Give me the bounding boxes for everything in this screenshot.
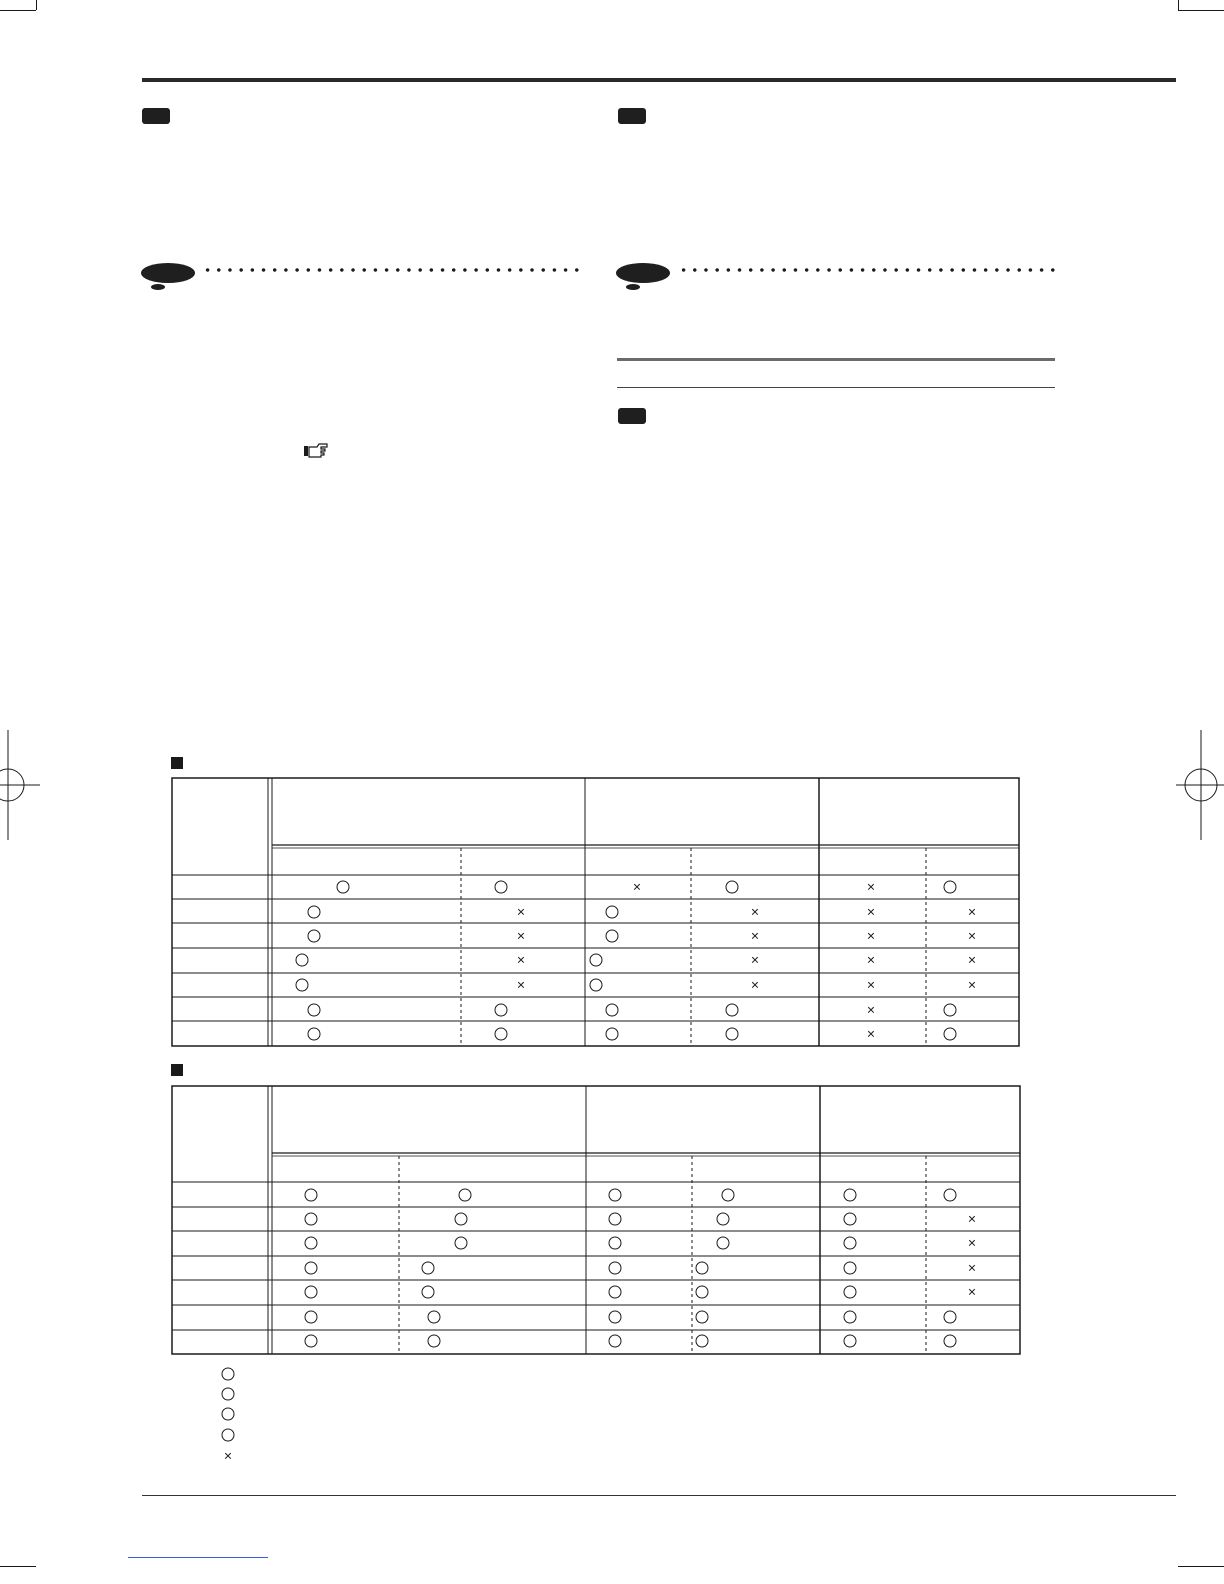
- table1-cell-cross-icon: ×: [750, 976, 760, 993]
- table2-cell-circle-icon: [428, 1311, 441, 1324]
- table1-cell-cross-icon: ×: [866, 903, 876, 920]
- crop-mark-bottom-right: [1178, 1566, 1224, 1567]
- table2-cell-circle-icon: [944, 1189, 957, 1202]
- table2-cell-circle-icon: [944, 1311, 957, 1324]
- table1-cell-circle-icon: [296, 979, 309, 992]
- table2-cell-circle-icon: [844, 1262, 857, 1275]
- table1-cell-cross-icon: ×: [866, 976, 876, 993]
- table1-cell-cross-icon: ×: [866, 1001, 876, 1018]
- table1-cell-circle-icon: [590, 954, 603, 967]
- table2-cell-circle-icon: [609, 1237, 622, 1250]
- table2-cell-circle-icon: [844, 1311, 857, 1324]
- table2-cell-circle-icon: [305, 1237, 318, 1250]
- footer-rule: [142, 1495, 1176, 1496]
- table1-cell-circle-icon: [495, 881, 508, 894]
- table2-cell-circle-icon: [844, 1286, 857, 1299]
- table1-cell-circle-icon: [606, 906, 619, 919]
- table1-cell-circle-icon: [296, 954, 309, 967]
- section-rule-lower: [617, 387, 1055, 388]
- table2-cell-circle-icon: [459, 1189, 472, 1202]
- table2-cell-circle-icon: [305, 1262, 318, 1275]
- table2-cell-cross-icon: ×: [967, 1283, 977, 1300]
- table2-cell-circle-icon: [305, 1335, 318, 1348]
- crop-mark-top-right-v: [1178, 0, 1179, 10]
- table1-cell-cross-icon: ×: [866, 927, 876, 944]
- table1-cell-circle-icon: [726, 1028, 739, 1041]
- table1-cell-circle-icon: [590, 979, 603, 992]
- table2-cell-circle-icon: [428, 1335, 441, 1348]
- table1-cell-cross-icon: ×: [750, 903, 760, 920]
- table2-cell-circle-icon: [455, 1237, 468, 1250]
- note-icon: [615, 262, 675, 292]
- black-square-icon: [171, 757, 183, 769]
- table1-cell-circle-icon: [944, 1004, 957, 1017]
- note-dotted-rule: [202, 268, 582, 272]
- crop-mark-top-right: [1178, 10, 1224, 11]
- header-rule: [142, 78, 1176, 82]
- table2-cell-circle-icon: [609, 1335, 622, 1348]
- table2-cell-circle-icon: [455, 1213, 468, 1226]
- table2-cell-circle-icon: [305, 1286, 318, 1299]
- table1-cell-circle-icon: [606, 1028, 619, 1041]
- table1-cell-circle-icon: [308, 1028, 321, 1041]
- section-badge-icon: [618, 408, 646, 424]
- table2-cell-circle-icon: [609, 1311, 622, 1324]
- table2-cell-circle-icon: [609, 1213, 622, 1226]
- table1-cell-circle-icon: [308, 906, 321, 919]
- crop-mark-bottom-left: [0, 1566, 36, 1567]
- link-underline[interactable]: [128, 1557, 268, 1558]
- table2-cell-circle-icon: [305, 1213, 318, 1226]
- table1-cell-cross-icon: ×: [750, 927, 760, 944]
- table2-cell-circle-icon: [305, 1189, 318, 1202]
- note-icon: [140, 262, 200, 292]
- table1-cell-circle-icon: [337, 881, 350, 894]
- registration-mark-right-icon: [1176, 730, 1224, 840]
- section-badge-icon: [618, 108, 646, 124]
- table2-cell-circle-icon: [422, 1286, 435, 1299]
- table1-cell-cross-icon: ×: [516, 976, 526, 993]
- table2-cell-circle-icon: [609, 1286, 622, 1299]
- table1-cell-circle-icon: [495, 1028, 508, 1041]
- note-dotted-rule: [678, 268, 1058, 272]
- table2-cell-circle-icon: [944, 1335, 957, 1348]
- section-rule-upper: [617, 358, 1055, 361]
- black-square-icon: [171, 1064, 183, 1076]
- table1-cell-cross-icon: ×: [866, 878, 876, 895]
- table2-cell-cross-icon: ×: [967, 1210, 977, 1227]
- table1-cell-circle-icon: [606, 1004, 619, 1017]
- table1-cell-cross-icon: ×: [967, 927, 977, 944]
- legend-circle-icon: [222, 1429, 235, 1442]
- table1-cell-cross-icon: ×: [516, 927, 526, 944]
- table1-cell-circle-icon: [308, 1004, 321, 1017]
- table1-cell-cross-icon: ×: [967, 951, 977, 968]
- table2-cell-circle-icon: [844, 1237, 857, 1250]
- legend-circle-icon: [222, 1408, 235, 1421]
- table1-cell-circle-icon: [726, 881, 739, 894]
- table1-cell-cross-icon: ×: [967, 976, 977, 993]
- table2-cell-circle-icon: [717, 1237, 730, 1250]
- table1-cell-circle-icon: [606, 930, 619, 943]
- table2-cell-circle-icon: [609, 1262, 622, 1275]
- pointing-hand-icon: [303, 443, 329, 459]
- table2-cell-circle-icon: [696, 1335, 709, 1348]
- crop-mark-top-left-v: [36, 0, 37, 10]
- table2-cell-circle-icon: [422, 1262, 435, 1275]
- table2-cell-circle-icon: [305, 1311, 318, 1324]
- table1-cell-cross-icon: ×: [866, 951, 876, 968]
- table2-cell-circle-icon: [609, 1189, 622, 1202]
- table1-cell-cross-icon: ×: [750, 951, 760, 968]
- table2-cell-circle-icon: [844, 1189, 857, 1202]
- table2-cell-circle-icon: [717, 1213, 730, 1226]
- legend-circle-icon: [222, 1368, 235, 1381]
- section-badge-icon: [142, 108, 170, 124]
- table2-cell-circle-icon: [696, 1311, 709, 1324]
- table2-cell-circle-icon: [722, 1189, 735, 1202]
- table2-cell-circle-icon: [844, 1213, 857, 1226]
- legend-circle-icon: [222, 1388, 235, 1401]
- table1-cell-circle-icon: [726, 1004, 739, 1017]
- table1-cell-circle-icon: [495, 1004, 508, 1017]
- crop-mark-top-left: [0, 10, 36, 11]
- table1-cell-cross-icon: ×: [516, 903, 526, 920]
- table2-cell-circle-icon: [844, 1335, 857, 1348]
- table1-cell-cross-icon: ×: [866, 1025, 876, 1042]
- table1-cell-cross-icon: ×: [632, 878, 642, 895]
- table2-cell-circle-icon: [696, 1262, 709, 1275]
- table2-cell-circle-icon: [696, 1286, 709, 1299]
- table1-cell-cross-icon: ×: [967, 903, 977, 920]
- table1-cell-circle-icon: [944, 1028, 957, 1041]
- table2-cell-cross-icon: ×: [967, 1259, 977, 1276]
- table2-cell-cross-icon: ×: [967, 1234, 977, 1251]
- table1-cell-cross-icon: ×: [516, 951, 526, 968]
- legend-cross-icon: ×: [223, 1447, 233, 1464]
- table1-cell-circle-icon: [944, 881, 957, 894]
- registration-mark-left-icon: [0, 730, 40, 840]
- table1-cell-circle-icon: [308, 930, 321, 943]
